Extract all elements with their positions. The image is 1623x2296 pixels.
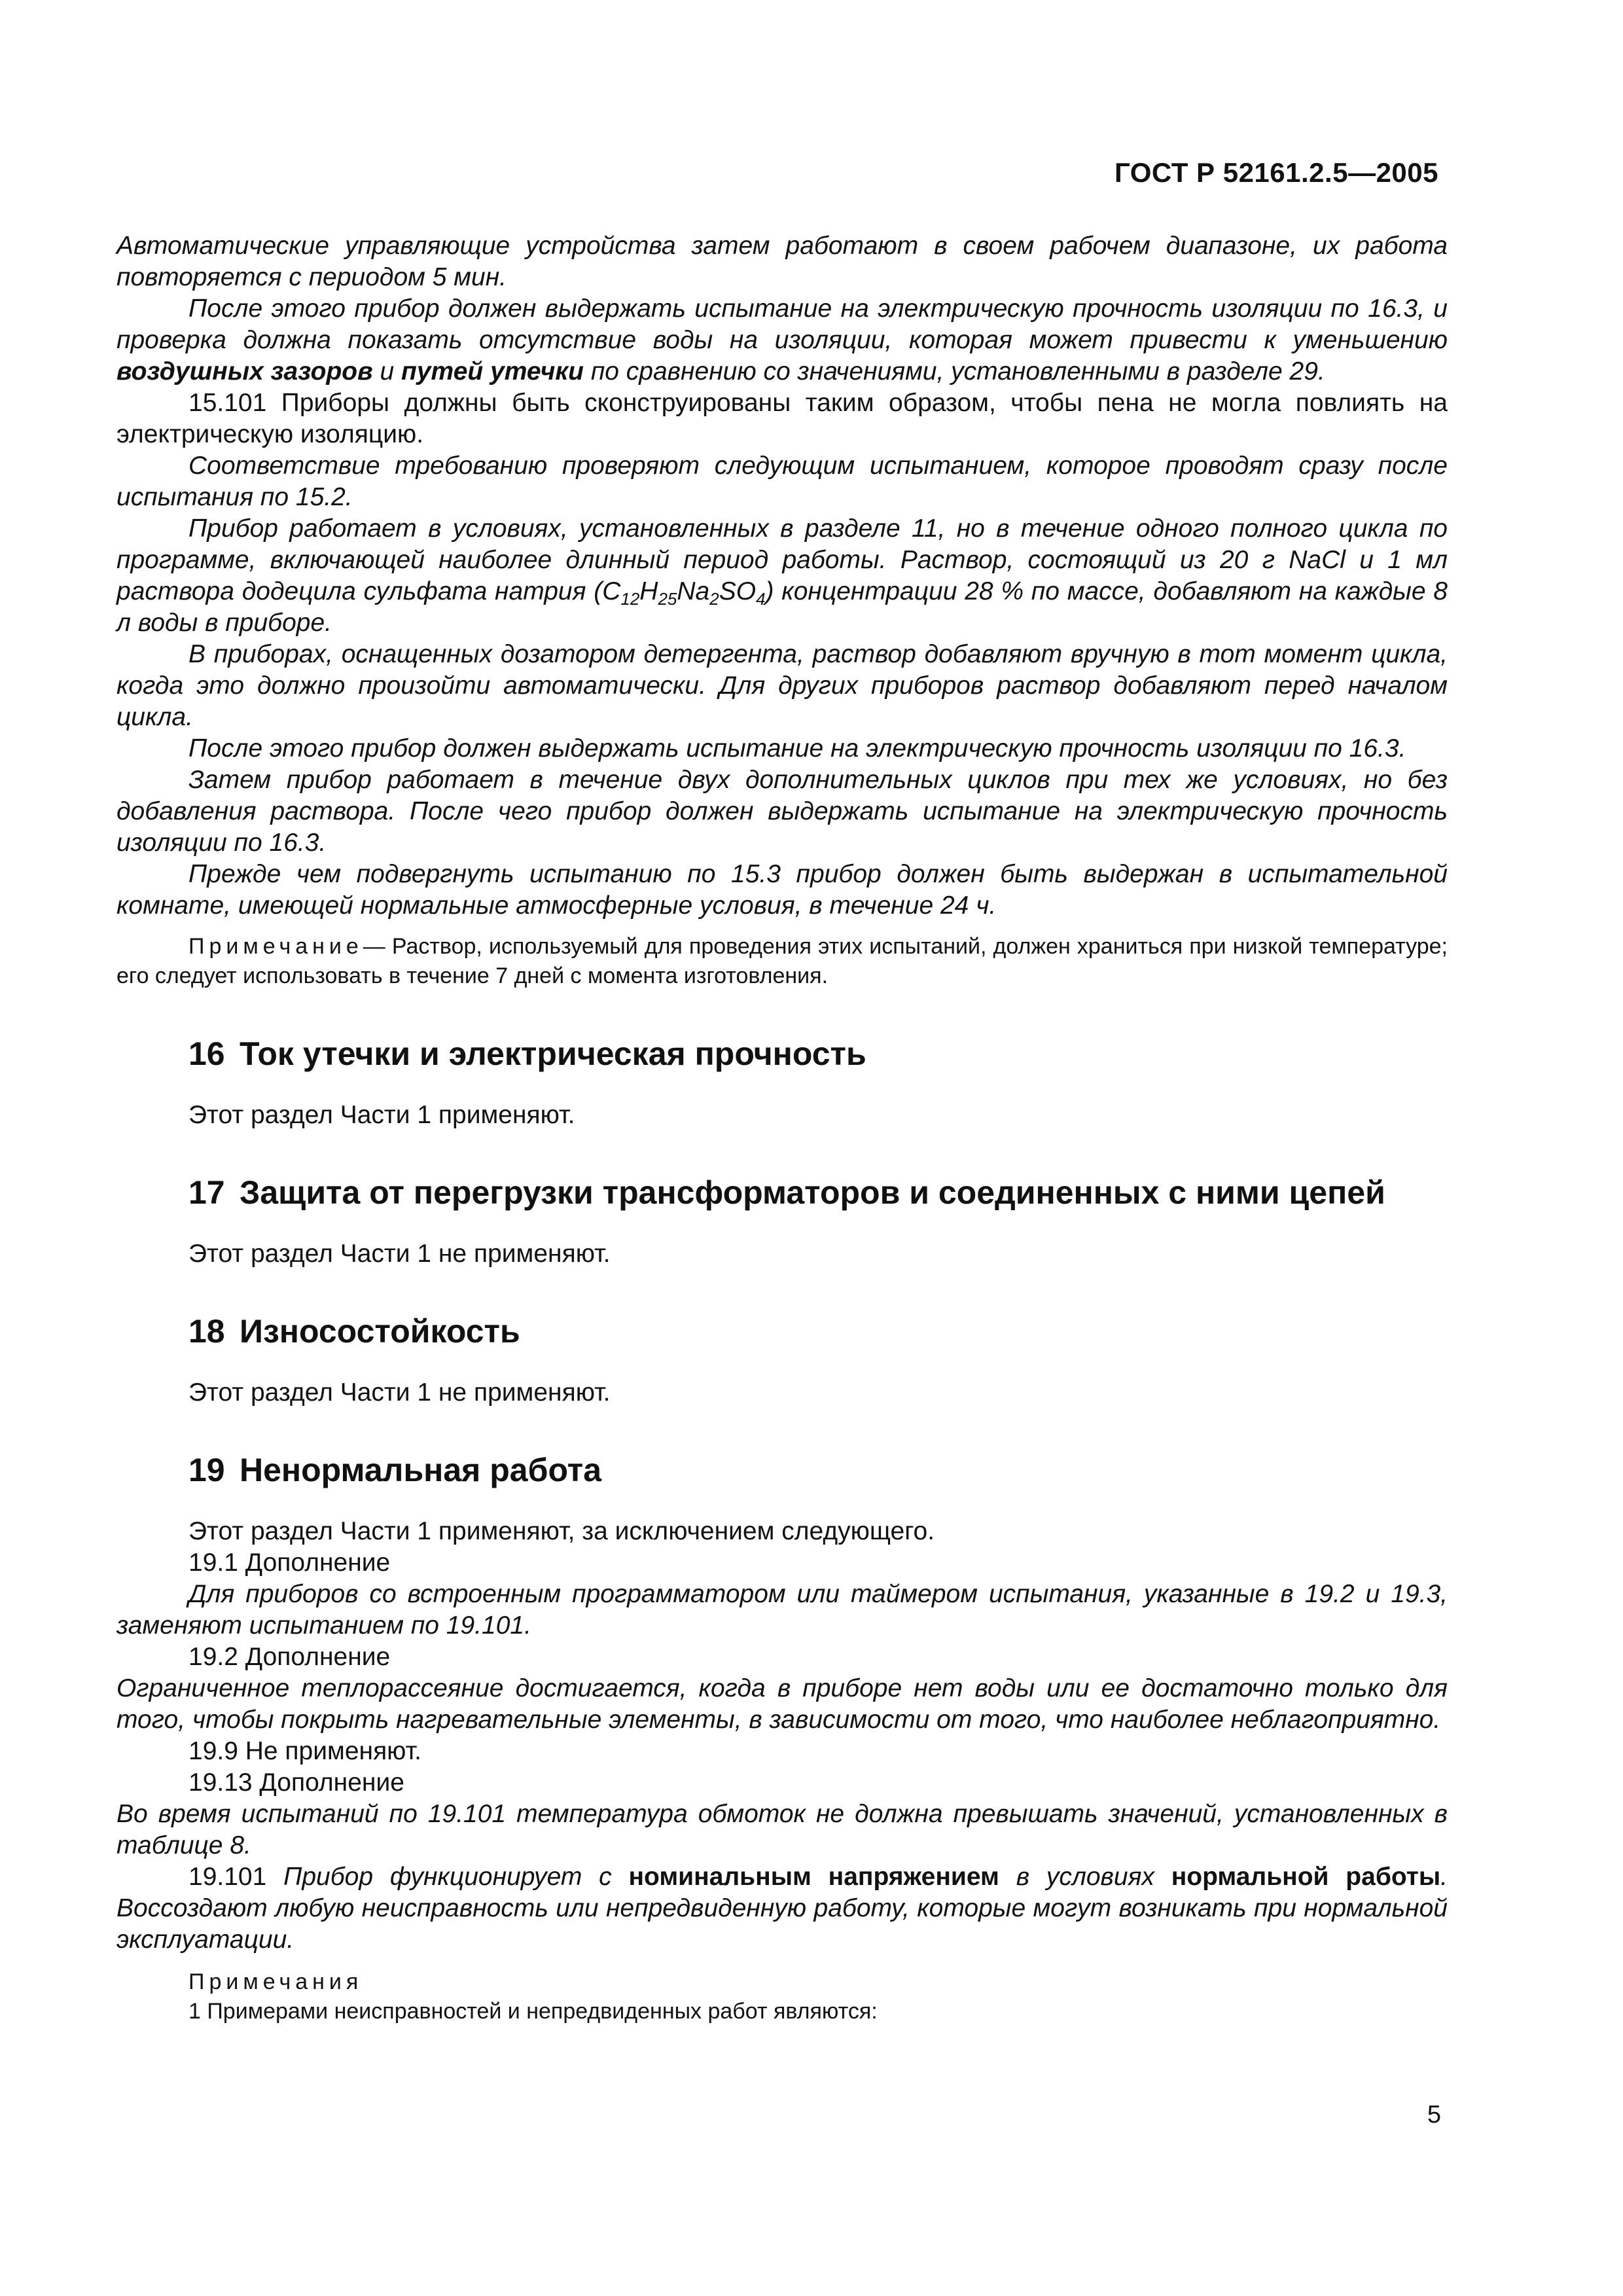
- section-18-heading: 18 Износостойкость: [188, 1313, 520, 1350]
- paragraph: Во время испытаний по 19.101 температура обмоток не должна превышать значений, установленных в таблице 8.: [116, 1800, 1448, 1859]
- clause-19-1: 19.1 Дополнение: [188, 1549, 391, 1577]
- paragraph: Затем прибор работает в течение двух дополнительных циклов при тех же условиях, но без добавления раствора. После чего прибор должен выдержать испытание на электрическую прочность изоляции по 16.3.: [116, 766, 1448, 857]
- paragraph: Прибор работает в условиях, установленных в разделе 11, но в течение одного полного цикла по программе, включающей наиболее длинный период работы. Раствор, состоящий из 20 г NaCl и 1 мл раствора додецила сульфата натрия $(C_{12}H_{25}Na_2SO_4)$ концентрации 28 % по массе, добавляют на каждые 8 л воды в приборе.: [116, 514, 1448, 637]
- paragraph: Для приборов со встроенным программатором или таймером испытания, указанные в 19.2 и 19.3, заменяют испытанием по 19.101.: [116, 1580, 1448, 1640]
- notes-label: Примечания: [188, 1969, 363, 1994]
- section-19-intro: Этот раздел Части 1 применяют, за исключением следующего.: [188, 1517, 935, 1545]
- note-label: Примечание: [188, 934, 363, 959]
- section-19-heading: 19 Ненормальная работа: [188, 1452, 602, 1488]
- paragraph: После этого прибор должен выдержать испытание на электрическую прочность изоляции по 16.3, и проверка должна показать отсутствие воды на изоляции, которая может привести к уменьшению воздушных зазоров и путей утечки по сравнению со значениями, установленными в разделе 29.: [116, 295, 1448, 386]
- clause-19-101: 19.101 Прибор функционирует с номинальным напряжением в условиях нормальной работы. Воссоздают любую неисправность или непредвиденную работу, которые могут возникать при нормальной эксплуатации.: [116, 1863, 1448, 1954]
- paragraph: В приборах, оснащенных дозатором детергента, раствор добавляют вручную в тот момент цикла, когда это должно произойти автоматически. Для других приборов раствор добавляют перед началом цикла.: [116, 640, 1448, 731]
- paragraph: Ограниченное теплорассеяние достигается, когда в приборе нет воды или ее достаточно только для того, чтобы покрыть нагревательные элементы, в зависимости от того, что наиболее неблагоприятно.: [116, 1674, 1448, 1734]
- section-17-text: Этот раздел Части 1 не применяют.: [188, 1240, 611, 1268]
- section-16-text: Этот раздел Части 1 применяют.: [188, 1101, 575, 1129]
- note: Примечание— Раствор, используемый для проведения этих испытаний, должен храниться при низкой температуре; его следует использовать в течение 7 дней с момента изготовления.: [116, 934, 1448, 988]
- page-number: 5: [1427, 2101, 1441, 2128]
- paragraph: Автоматические управляющие устройства затем работают в своем рабочем диапазоне, их работа повторяется с периодом 5 мин.: [116, 232, 1448, 291]
- section-16-heading: 16 Ток утечки и электрическая прочность: [188, 1035, 866, 1072]
- paragraph: Соответствие требованию проверяют следующим испытанием, которое проводят сразу после испытания по 15.2.: [116, 452, 1448, 511]
- clause-19-2: 19.2 Дополнение: [188, 1643, 391, 1671]
- paragraph: Прежде чем подвергнуть испытанию по 15.3 прибор должен быть выдержан в испытательной комнате, имеющей нормальные атмосферные условия, в течение 24 ч.: [116, 860, 1448, 920]
- clause-15-101: 15.101 Приборы должны быть сконструированы таким образом, чтобы пена не могла повлиять на электрическую изоляцию.: [116, 389, 1448, 448]
- note-1: 1 Примерами неисправностей и непредвиденных работ являются:: [188, 1999, 878, 2024]
- section-18-text: Этот раздел Части 1 не применяют.: [188, 1378, 611, 1407]
- paragraph: После этого прибор должен выдержать испытание на электрическую прочность изоляции по 16.3.: [188, 734, 1406, 762]
- page-content: [116, 230, 1448, 2026]
- section-17-heading: 17 Защита от перегрузки трансформаторов и соединенных с ними цепей: [188, 1174, 1385, 1211]
- clause-19-9: 19.9 Не применяют.: [188, 1737, 421, 1765]
- document-code: ГОСТ Р 52161.2.5—2005: [1115, 157, 1438, 188]
- clause-19-13: 19.13 Дополнение: [188, 1768, 404, 1797]
